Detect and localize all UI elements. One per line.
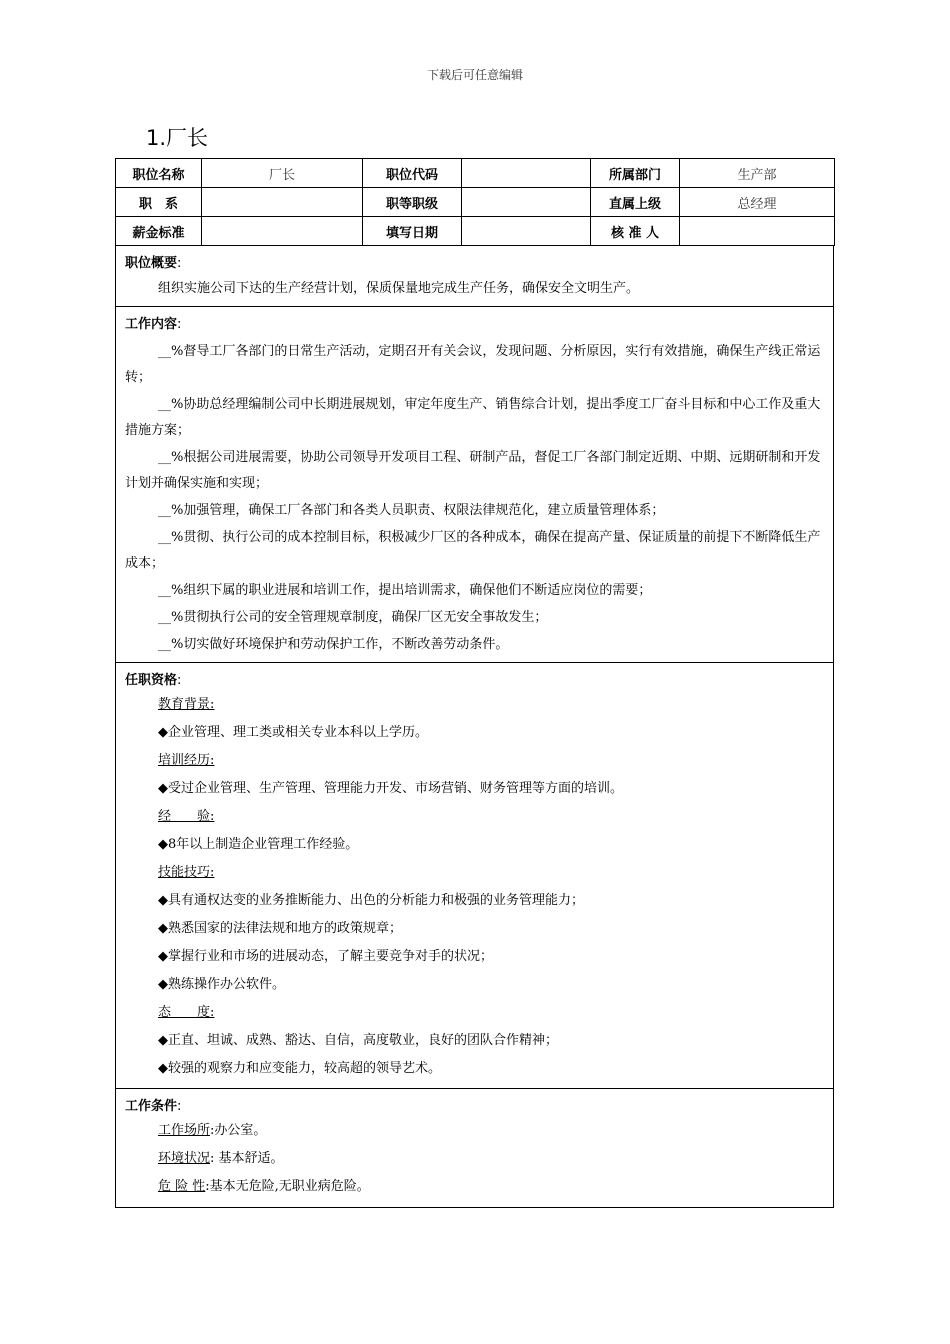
qualification-item: ◆掌握行业和市场的进展动态，了解主要竞争对手的状况；: [158, 949, 493, 964]
experience-label: 经 验:: [158, 809, 215, 824]
info-label: 直属上级: [591, 188, 680, 217]
duty-item: __%协助总经理编制公司中长期进展规划，审定年度生产、销售综合计划，提出季度工厂奋斗目标和中心工作及重大措施方案；: [125, 397, 821, 438]
conditions-section: [115, 1089, 834, 1208]
condition-label: 工作场所: [158, 1123, 211, 1138]
info-value: [462, 159, 591, 188]
info-label: 所属部门: [591, 159, 680, 188]
overview-section: [115, 246, 834, 307]
section-heading-text: 工作条件: [125, 1099, 178, 1114]
qualification-item: ◆受过企业管理、生产管理、管理能力开发、市场营销、财务管理等方面的培训。: [158, 781, 623, 796]
info-value: 生产部: [680, 159, 835, 188]
condition-value: :基本无危险,无职业病危险。: [205, 1179, 370, 1194]
section-heading-colon: :: [177, 673, 182, 688]
info-row: [116, 217, 835, 246]
attitude-label: 态 度:: [158, 1005, 215, 1020]
qualification-item: ◆熟悉国家的法律法规和地方的政策规章；: [158, 921, 402, 936]
position-info-table: [115, 158, 835, 246]
document-title: 1.厂长: [146, 126, 209, 150]
info-value: [462, 217, 591, 246]
section-heading-colon: :: [177, 1099, 182, 1114]
qualification-group-label: [116, 859, 833, 887]
section-heading: [116, 246, 833, 274]
condition-item: [116, 1145, 833, 1173]
duty-item: __%根据公司进展需要，协助公司领导开发项目工程、研制产品，督促工厂各部门制定近期、中期、远期研制和开发计划并确保实施和实现；: [125, 450, 821, 491]
qualification-item: ◆具有通权达变的业务推断能力、出色的分析能力和极强的业务管理能力；: [158, 893, 584, 908]
info-row: [116, 159, 835, 188]
section-heading-text: 任职资格: [125, 673, 178, 688]
condition-item: [116, 1173, 833, 1201]
qualification-item: ◆企业管理、理工类或相关专业本科以上学历。: [158, 725, 428, 740]
training-label: 培训经历:: [158, 753, 215, 768]
qualification-item: ◆熟练操作办公软件。: [158, 977, 285, 992]
duty-item: __%督导工厂各部门的日常生产活动，定期召开有关会议，发现问题、分析原因，实行有效措施，确保生产线正常运转；: [125, 344, 821, 385]
section-heading: [116, 663, 833, 691]
qualification-group-label: [116, 691, 833, 719]
info-value: [680, 217, 835, 246]
info-value: 厂长: [202, 159, 363, 188]
info-label: 职位名称: [116, 159, 202, 188]
duty-item: __%贯彻、执行公司的成本控制目标，积极减少厂区的各种成本，确保在提高产量、保证质量的前提下不断降低生产成本；: [125, 530, 821, 571]
info-label: 核 准 人: [591, 217, 680, 246]
section-heading-text: 职位概要: [125, 256, 178, 271]
qualification-item: ◆8年以上制造企业管理工作经验。: [158, 837, 359, 852]
info-value: [202, 188, 363, 217]
section-heading-colon: :: [177, 256, 182, 271]
info-label: 职等职级: [363, 188, 462, 217]
qualification-group-label: [116, 803, 833, 831]
duties-section: [115, 307, 834, 663]
info-label: 填写日期: [363, 217, 462, 246]
education-label: 教育背景:: [158, 697, 215, 712]
info-label: 职位代码: [363, 159, 462, 188]
info-label: 职 系: [116, 188, 202, 217]
info-value: 总经理: [680, 188, 835, 217]
condition-value: : 基本舒适。: [210, 1151, 284, 1166]
info-label: 薪金标准: [116, 217, 202, 246]
condition-item: [116, 1117, 833, 1145]
section-heading-text: 工作内容: [125, 317, 178, 332]
overview-text: 组织实施公司下达的生产经营计划，保质保量地完成生产任务，确保安全文明生产。: [158, 281, 640, 296]
qualification-group-label: [116, 747, 833, 775]
skills-label: 技能技巧:: [158, 865, 215, 880]
qualification-group-label: [116, 999, 833, 1027]
qualification-item: ◆正直、坦诚、成熟、豁达、自信，高度敬业，良好的团队合作精神；: [158, 1033, 558, 1048]
duty-item: __%切实做好环境保护和劳动保护工作，不断改善劳动条件。: [158, 637, 509, 652]
info-row: [116, 188, 835, 217]
info-value: [202, 217, 363, 246]
duty-item: __%贯彻执行公司的安全管理规章制度，确保厂区无安全事故发生；: [158, 610, 548, 625]
job-description-sheet: [115, 158, 834, 1208]
section-heading: [116, 1089, 833, 1117]
header-note: 下载后可任意编辑: [426, 68, 523, 82]
condition-label: 危 险 性: [158, 1179, 206, 1194]
condition-label: 环境状况: [158, 1151, 211, 1166]
info-value: [462, 188, 591, 217]
duty-item: __%加强管理，确保工厂各部门和各类人员职责、权限法律规范化，建立质量管理体系；: [158, 503, 665, 518]
duty-item: __%组织下属的职业进展和培训工作，提出培训需求，确保他们不断适应岗位的需要；: [158, 583, 652, 598]
qualifications-section: [115, 663, 834, 1089]
section-heading-colon: :: [177, 317, 182, 332]
section-heading: [116, 307, 833, 335]
condition-value: :办公室。: [210, 1123, 267, 1138]
qualification-item: ◆较强的观察力和应变能力，较高超的领导艺术。: [158, 1061, 441, 1076]
